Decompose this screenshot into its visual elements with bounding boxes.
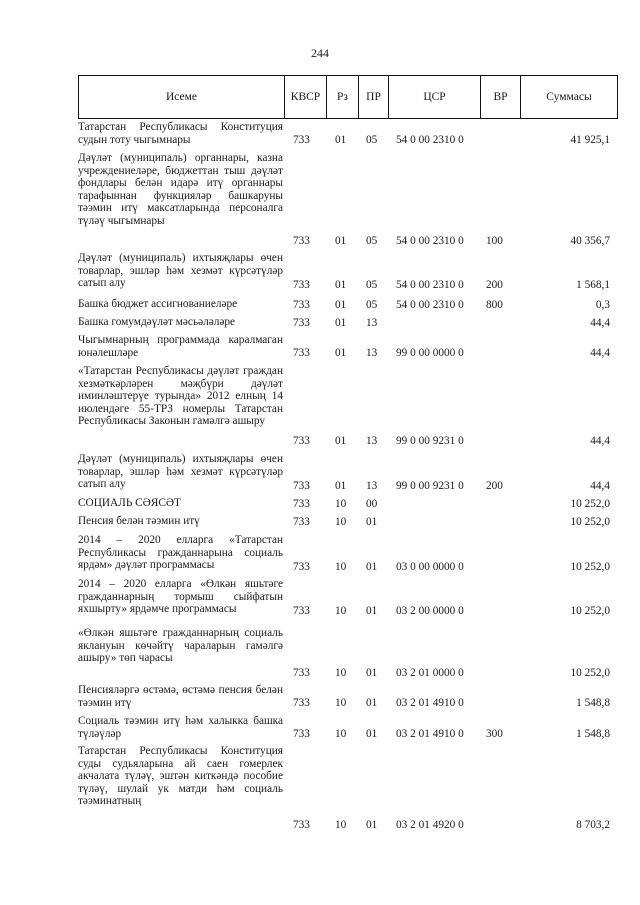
row-rz: 01 <box>335 480 347 493</box>
table-row <box>78 453 618 493</box>
table-row <box>78 497 618 511</box>
row-rz: 01 <box>335 279 347 292</box>
table-row <box>78 534 618 574</box>
table-row <box>78 715 618 741</box>
table-row <box>78 152 618 248</box>
header-sum: Суммасы <box>520 76 617 118</box>
table-row <box>78 515 618 529</box>
row-kvsr: 733 <box>293 235 310 248</box>
row-csr: 03 2 01 4910 0 <box>396 728 464 741</box>
row-kvsr: 733 <box>293 435 310 448</box>
row-pr: 13 <box>366 317 378 330</box>
row-pr: 01 <box>366 667 378 680</box>
table-header <box>78 75 618 119</box>
row-pr: 05 <box>366 235 378 248</box>
header-kvsr: КВСР <box>284 76 326 118</box>
table-row <box>78 121 618 147</box>
row-vr: 200 <box>486 480 503 493</box>
row-csr: 99 0 00 9231 0 <box>396 435 464 448</box>
row-name: 2014 – 2020 елларга «Өлкән яшьтәге гражданнарның тормыш сыйфатын яхшырту» ярдәмче программасы <box>78 578 283 616</box>
row-sum: 1 548,8 <box>576 728 610 741</box>
table-row <box>78 334 618 360</box>
row-vr: 100 <box>486 235 503 248</box>
row-pr: 01 <box>366 728 378 741</box>
row-rz: 10 <box>335 728 347 741</box>
row-name: Татарстан Республикасы Конституция суды судьяларына ай саен гомерлек акчалата түләү, эштән киткәндә пособие түләү, шулай ук матди һәм социаль тәэминатның <box>78 745 283 808</box>
table-row <box>78 365 618 448</box>
table-row <box>78 745 618 832</box>
table-row <box>78 252 618 292</box>
table-row <box>78 298 618 312</box>
row-rz: 01 <box>335 134 347 147</box>
row-name: «Татарстан Республикасы дәүләт граждан хезмәткәрләрен мәҗбүри дәүләт иминләштерүе турында» 2012 елның 14 июлендәге 55-ТРЗ номерлы Татарстан Республикасы Законын гамәлгә ашыру <box>78 365 283 428</box>
row-sum: 44,4 <box>590 347 610 360</box>
row-sum: 44,4 <box>590 317 610 330</box>
row-rz: 01 <box>335 435 347 448</box>
row-sum: 41 925,1 <box>570 134 610 147</box>
row-csr: 03 2 01 4920 0 <box>396 819 464 832</box>
row-name: Пенсияләргә өстәмә, өстәмә пенсия белән тәэмин итү <box>78 684 283 709</box>
row-csr: 54 0 00 2310 0 <box>396 279 464 292</box>
row-kvsr: 733 <box>293 347 310 360</box>
row-pr: 13 <box>366 347 378 360</box>
row-sum: 44,4 <box>590 435 610 448</box>
table-row <box>78 684 618 710</box>
row-kvsr: 733 <box>293 697 310 710</box>
row-name: СОЦИАЛЬ СӘЯСӘТ <box>78 497 181 509</box>
row-pr: 01 <box>366 605 378 618</box>
row-pr: 01 <box>366 697 378 710</box>
row-kvsr: 733 <box>293 299 310 312</box>
row-name: Дәүләт (муниципаль) органнары, казна учреждениеләре, бюджеттан тыш дәүләт фондлары белән идарә итү органнары тарафыннан функцияләр башкаруны тәэмин итү максатларында персоналга түләү чыгымнары <box>78 152 283 227</box>
row-csr: 03 2 01 4910 0 <box>396 697 464 710</box>
row-kvsr: 733 <box>293 480 310 493</box>
row-rz: 10 <box>335 605 347 618</box>
row-sum: 40 356,7 <box>570 235 610 248</box>
row-sum: 1 548,8 <box>576 697 610 710</box>
row-kvsr: 733 <box>293 317 310 330</box>
row-name: 2014 – 2020 елларга «Татарстан Республикасы гражданнарына социаль ярдәм» дәүләт программасы <box>78 534 283 572</box>
row-rz: 10 <box>335 561 347 574</box>
row-sum: 10 252,0 <box>570 516 610 529</box>
row-kvsr: 733 <box>293 134 310 147</box>
row-kvsr: 733 <box>293 819 310 832</box>
row-name: Башка бюджет ассигнованиеләре <box>78 298 238 310</box>
header-name: Исеме <box>165 91 198 103</box>
row-csr: 03 2 01 0000 0 <box>396 667 464 680</box>
table-row <box>78 627 618 680</box>
header-csr: ЦСР <box>388 76 480 118</box>
row-csr: 99 0 00 0000 0 <box>396 347 464 360</box>
row-pr: 13 <box>366 480 378 493</box>
row-kvsr: 733 <box>293 605 310 618</box>
row-vr: 800 <box>486 299 503 312</box>
row-rz: 01 <box>335 235 347 248</box>
row-rz: 10 <box>335 697 347 710</box>
row-csr: 03 2 00 0000 0 <box>396 605 464 618</box>
row-rz: 01 <box>335 317 347 330</box>
row-sum: 10 252,0 <box>570 667 610 680</box>
row-pr: 01 <box>366 516 378 529</box>
row-kvsr: 733 <box>293 561 310 574</box>
row-csr: 99 0 00 9231 0 <box>396 480 464 493</box>
row-pr: 05 <box>366 279 378 292</box>
row-csr: 03 0 00 0000 0 <box>396 561 464 574</box>
row-name: Чыгымнарның программада каралмаган юнәлешләре <box>78 334 283 359</box>
row-rz: 10 <box>335 498 347 511</box>
header-rz: Рз <box>326 76 358 118</box>
row-kvsr: 733 <box>293 516 310 529</box>
header-pr: ПР <box>358 76 388 118</box>
row-csr: 54 0 00 2310 0 <box>396 134 464 147</box>
row-name: Башка гомумдәүләт мәсьәләләре <box>78 316 236 328</box>
row-name: Дәүләт (муниципаль) ихтыяҗлары өчен товарлар, эшләр һәм хезмәт күрсәтүләр сатып алу <box>78 252 283 290</box>
row-kvsr: 733 <box>293 498 310 511</box>
row-sum: 10 252,0 <box>570 605 610 618</box>
row-vr: 300 <box>486 728 503 741</box>
row-name: Социаль тәэмин итү һәм халыкка башка түләүләр <box>78 715 283 740</box>
row-kvsr: 733 <box>293 728 310 741</box>
row-pr: 05 <box>366 299 378 312</box>
row-rz: 01 <box>335 347 347 360</box>
row-rz: 10 <box>335 516 347 529</box>
row-vr: 200 <box>486 279 503 292</box>
row-csr: 54 0 00 2310 0 <box>396 299 464 312</box>
row-sum: 0,3 <box>595 299 610 312</box>
row-name: «Өлкән яшьтәге гражданнарның социаль яклануын көчәйтү чараларын гамәлгә ашыру» төп чарасы <box>78 627 283 665</box>
row-name: Татарстан Республикасы Конституция судын тоту чыгымнары <box>78 121 283 146</box>
row-sum: 10 252,0 <box>570 561 610 574</box>
row-pr: 01 <box>366 561 378 574</box>
row-pr: 01 <box>366 819 378 832</box>
row-rz: 01 <box>335 299 347 312</box>
row-pr: 05 <box>366 134 378 147</box>
row-name: Дәүләт (муниципаль) ихтыяҗлары өчен товарлар, эшләр һәм хезмәт күрсәтүләр сатып алу <box>78 453 283 491</box>
table-row <box>78 316 618 330</box>
page-number: 244 <box>311 46 329 60</box>
row-sum: 1 568,1 <box>576 279 610 292</box>
row-csr: 54 0 00 2310 0 <box>396 235 464 248</box>
row-kvsr: 733 <box>293 667 310 680</box>
header-vr: ВР <box>480 76 520 118</box>
row-rz: 10 <box>335 819 347 832</box>
row-sum: 10 252,0 <box>570 498 610 511</box>
row-sum: 44,4 <box>590 480 610 493</box>
row-pr: 13 <box>366 435 378 448</box>
row-sum: 8 703,2 <box>576 819 610 832</box>
row-rz: 10 <box>335 667 347 680</box>
table-row <box>78 578 618 618</box>
row-kvsr: 733 <box>293 279 310 292</box>
row-pr: 00 <box>366 498 378 511</box>
row-name: Пенсия белән тәэмин итү <box>78 515 200 527</box>
